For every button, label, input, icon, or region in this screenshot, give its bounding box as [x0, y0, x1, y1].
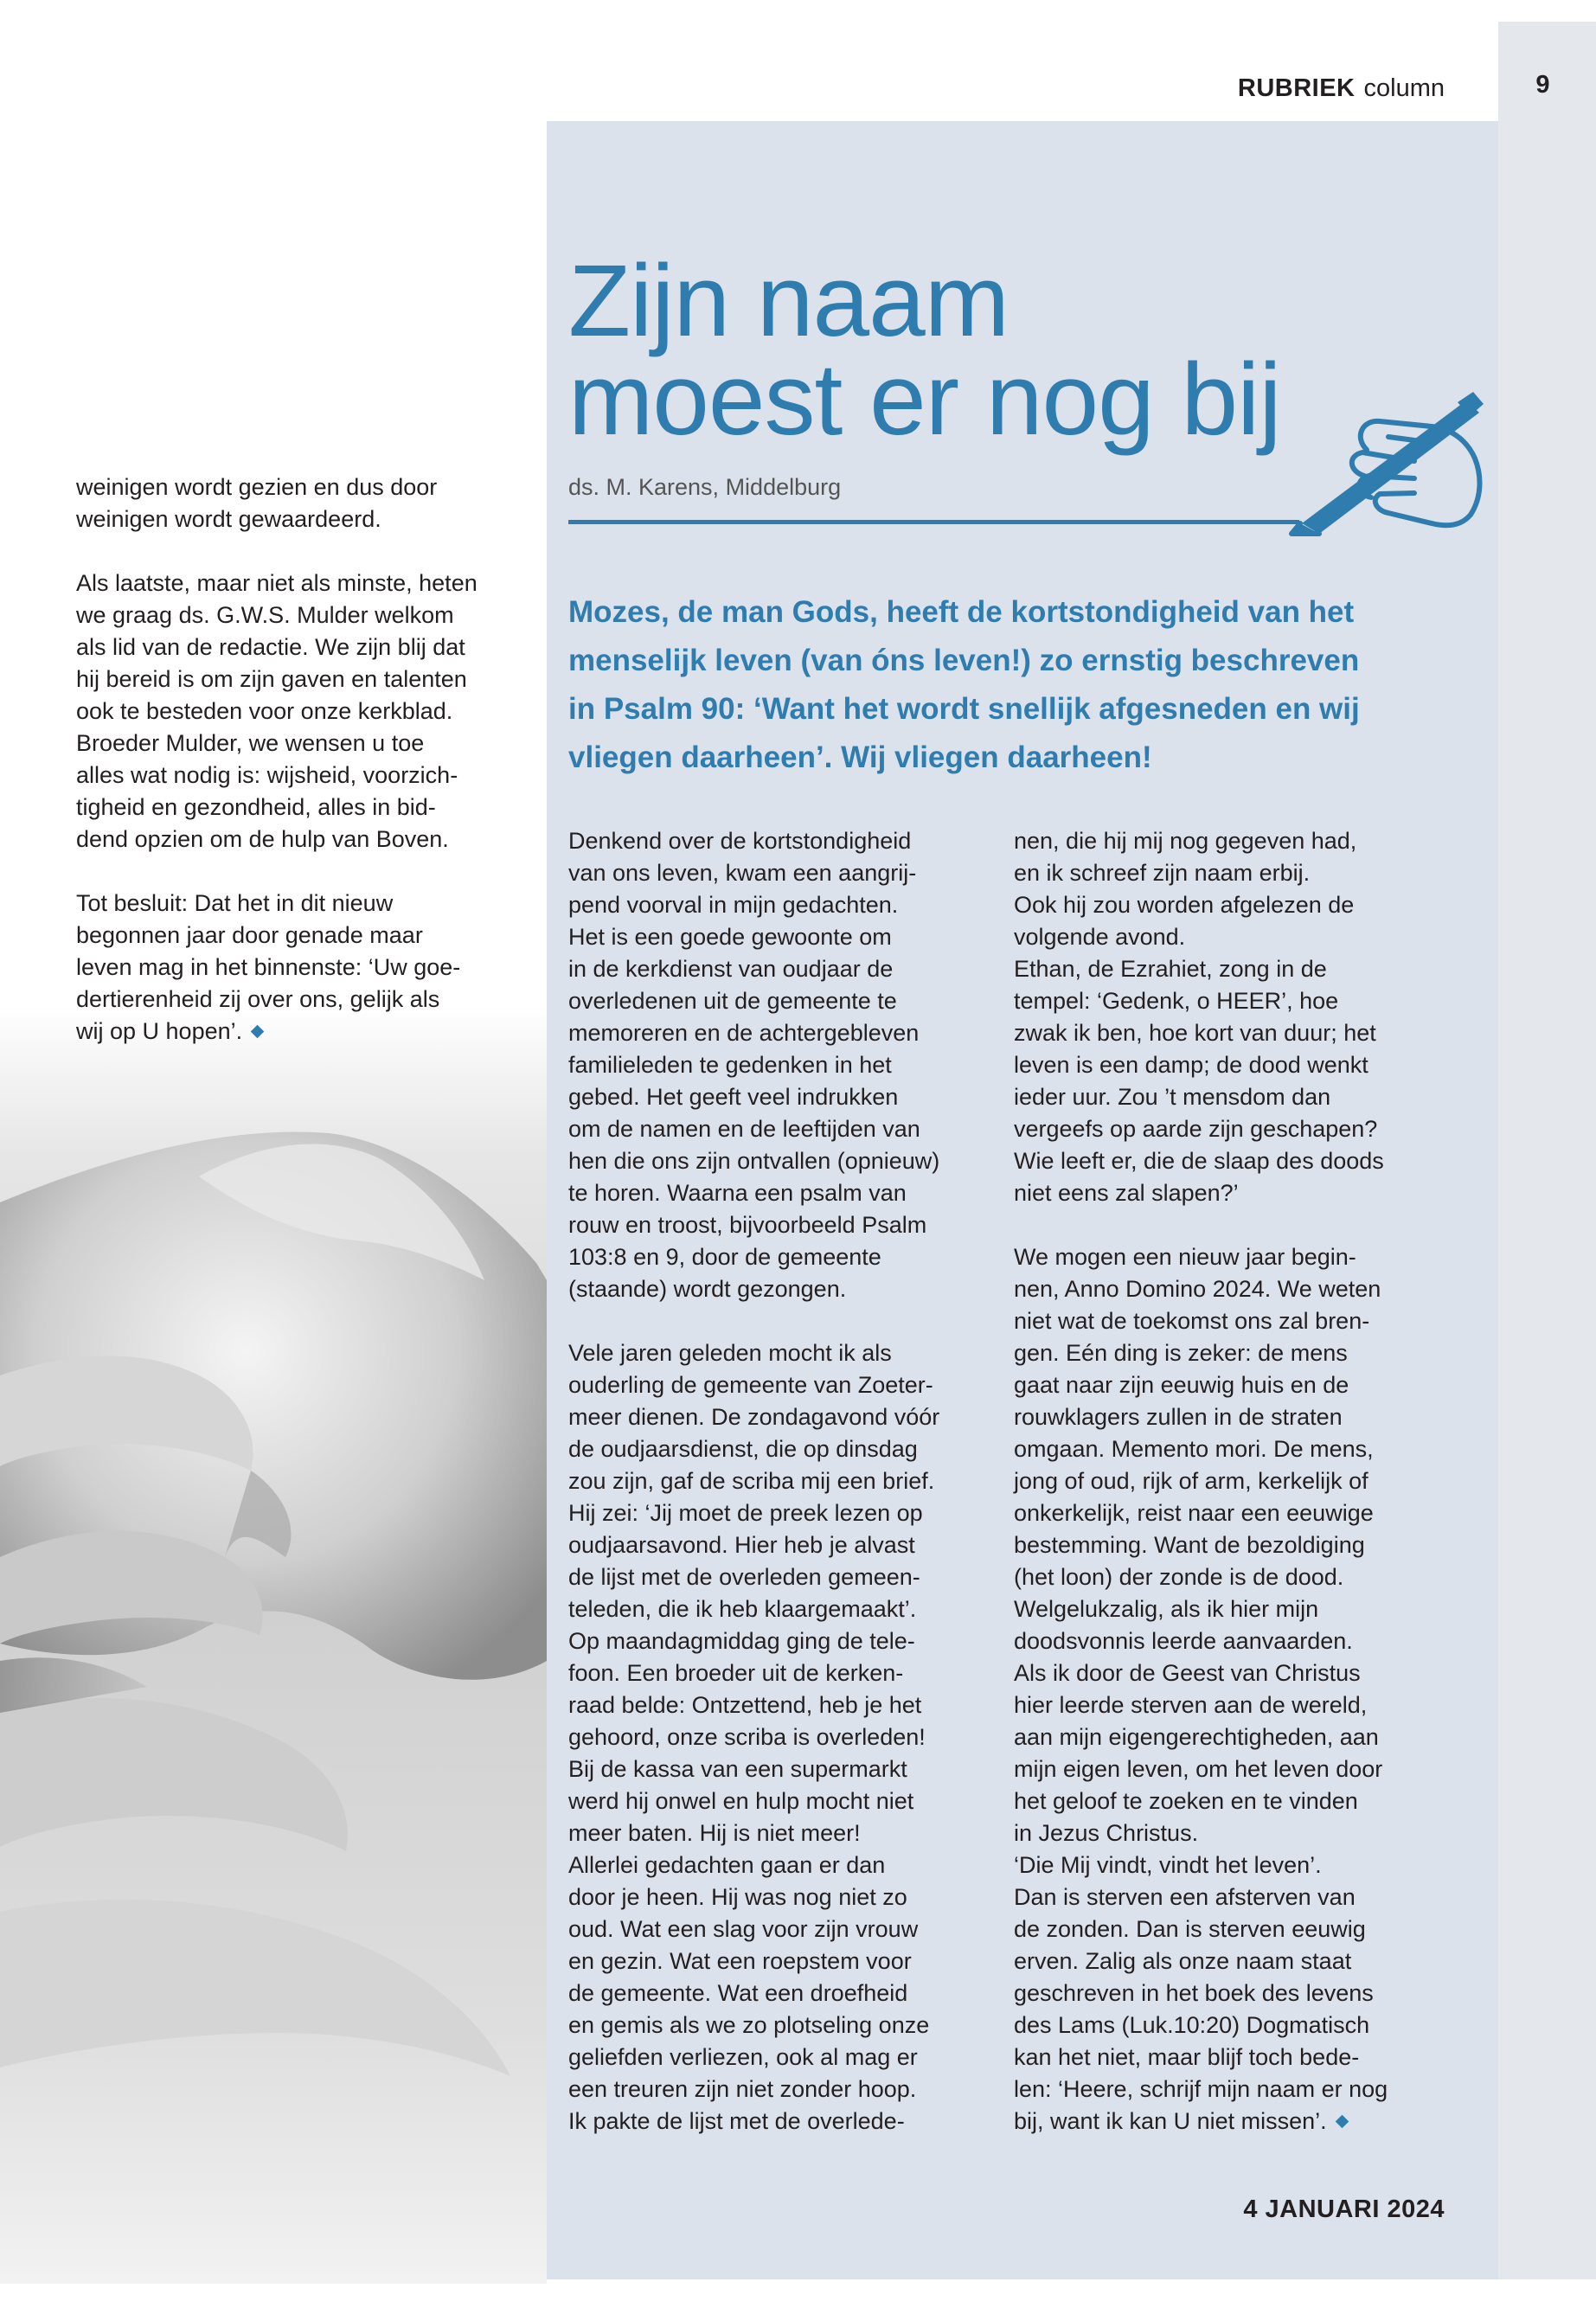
- text-line: tigheid en gezondheid, alles in bid-: [76, 794, 436, 820]
- text-line: Vele jaren geleden mocht ik als: [568, 1340, 892, 1366]
- page-tab: [1498, 22, 1596, 2279]
- text-line: Bij de kassa van een supermarkt: [568, 1756, 907, 1782]
- text-line: het geloof te zoeken en te vinden: [1014, 1788, 1358, 1814]
- author-byline: ds. M. Karens, Middelburg: [568, 474, 842, 500]
- text-line: bij, want ik kan U niet missen’.: [1014, 2106, 1464, 2138]
- text-line: We mogen een nieuw jaar begin-: [1014, 1244, 1356, 1270]
- text-line: Dan is sterven een afsterven van: [1014, 1884, 1356, 1910]
- text-line: om de namen en de leeftijden van: [568, 1116, 920, 1142]
- text-line: Als ik door de Geest van Christus: [1014, 1660, 1361, 1686]
- paragraph-gap: [76, 535, 526, 567]
- text-line: rouw en troost, bijvoorbeeld Psalm: [568, 1212, 927, 1238]
- text-line: kan het niet, maar blijf toch bede-: [1014, 2044, 1360, 2070]
- text-line: alles wat nodig is: wijsheid, voorzich-: [76, 762, 458, 788]
- text-line: onkerkelijk, reist naar een eeuwige: [1014, 1500, 1374, 1526]
- paragraph-gap: [568, 1305, 975, 1337]
- text-line: geschreven in het boek des levens: [1014, 1980, 1374, 2006]
- intro-line: vliegen daarheen’. Wij vliegen daarheen!: [568, 740, 1152, 774]
- text-line: Allerlei gedachten gaan er dan: [568, 1852, 886, 1878]
- text-line: Wie leeft er, die de slaap des doods: [1014, 1148, 1384, 1174]
- text-line: volgende avond.: [1014, 924, 1186, 950]
- text-line: Op maandagmiddag ging de tele-: [568, 1628, 915, 1654]
- text-line: erven. Zalig als onze naam staat: [1014, 1948, 1352, 1974]
- text-line: te horen. Waarna een psalm van: [568, 1180, 907, 1206]
- text-line: ouderling de gemeente van Zoeter-: [568, 1372, 933, 1398]
- text-line: een treuren zijn niet zonder hoop.: [568, 2076, 917, 2102]
- text-line: meer baten. Hij is niet meer!: [568, 1820, 861, 1846]
- article-intro: [568, 588, 1451, 782]
- text-line: memoreren en de achtergebleven: [568, 1020, 920, 1046]
- text-line: en gezin. Wat een roepstem voor: [568, 1948, 912, 1974]
- text-line: de oudjaarsdienst, die op dinsdag: [568, 1436, 918, 1462]
- text-line: Het is een goede gewoonte om: [568, 924, 892, 950]
- text-line: zou zijn, gaf de scriba mij een brief.: [568, 1468, 935, 1494]
- text-line: hen die ons zijn ontvallen (opnieuw): [568, 1148, 940, 1174]
- text-line: Ethan, de Ezrahiet, zong in de: [1014, 956, 1327, 982]
- text-line: we graag ds. G.W.S. Mulder welkom: [76, 602, 454, 628]
- text-line: nen, Anno Domino 2024. We weten: [1014, 1276, 1381, 1302]
- text-line: aan mijn eigengerechtigheden, aan: [1014, 1724, 1379, 1750]
- text-line: meer dienen. De zondagavond vóór: [568, 1404, 940, 1430]
- paragraph-gap: [1014, 1209, 1464, 1241]
- intro-line: in Psalm 90: ‘Want het wordt snellijk afgesneden en wij: [568, 692, 1360, 726]
- text-line: weinigen wordt gezien en dus door: [76, 474, 438, 500]
- end-mark-diamond-icon: [251, 1025, 265, 1039]
- text-line: Welgelukzalig, als ik hier mijn: [1014, 1596, 1319, 1622]
- text-line: (het loon) der zonde is de dood.: [1014, 1564, 1344, 1590]
- text-line: hij bereid is om zijn gaven en talenten: [76, 666, 467, 692]
- text-line: niet wat de toekomst ons zal bren-: [1014, 1308, 1370, 1334]
- text-line: vergeefs op aarde zijn geschapen?: [1014, 1116, 1378, 1142]
- text-line: niet eens zal slapen?’: [1014, 1180, 1239, 1206]
- text-line: gehoord, onze scriba is overleden!: [568, 1724, 926, 1750]
- text-line: Denkend over de kortstondigheid: [568, 828, 912, 854]
- text-line: hier leerde sterven aan de wereld,: [1014, 1692, 1368, 1718]
- text-line: Ik pakte de lijst met de overlede-: [568, 2108, 905, 2134]
- text-line: Ook hij zou worden afgelezen de: [1014, 892, 1355, 918]
- text-line: ook te besteden voor onze kerkblad.: [76, 698, 453, 724]
- intro-line: menselijk leven (van óns leven!) zo ernstig beschreven: [568, 644, 1360, 677]
- text-line: en ik schreef zijn naam erbij.: [1014, 860, 1311, 886]
- text-line: doodsvonnis leerde aanvaarden.: [1014, 1628, 1353, 1654]
- title-line: Zijn naam: [568, 244, 1010, 359]
- text-line: in Jezus Christus.: [1014, 1820, 1199, 1846]
- text-line: teleden, die ik heb klaargemaakt’.: [568, 1596, 917, 1622]
- text-line: omgaan. Memento mori. De mens,: [1014, 1436, 1374, 1462]
- text-line: Tot besluit: Dat het in dit nieuw: [76, 890, 394, 916]
- text-line: door je heen. Hij was nog niet zo: [568, 1884, 907, 1910]
- text-line: wij op U hopen’.: [76, 1016, 526, 1048]
- text-line: de zonden. Dan is sterven eeuwig: [1014, 1916, 1366, 1942]
- text-line: foon. Een broeder uit de kerken-: [568, 1660, 904, 1686]
- text-line: als lid van de redactie. We zijn blij dat: [76, 634, 465, 660]
- text-line: oudjaarsavond. Hier heb je alvast: [568, 1532, 915, 1558]
- text-line: familieleden te gedenken in het: [568, 1052, 892, 1078]
- text-line: dertierenheid zij over ons, gelijk als: [76, 986, 440, 1012]
- text-line: rouwklagers zullen in de straten: [1014, 1404, 1343, 1430]
- text-line: bestemming. Want de bezoldiging: [1014, 1532, 1365, 1558]
- text-line: de lijst met de overleden gemeen-: [568, 1564, 920, 1590]
- section-name: RUBRIEK: [1237, 74, 1356, 102]
- text-line: weinigen wordt gewaardeerd.: [76, 506, 381, 532]
- page-number: 9: [1535, 71, 1550, 99]
- pen-writing-icon: [1285, 385, 1488, 536]
- text-line: overledenen uit de gemeente te: [568, 988, 897, 1014]
- text-line: van ons leven, kwam een aangrij-: [568, 860, 917, 886]
- text-line: pend voorval in mijn gedachten.: [568, 892, 899, 918]
- middle-column-text: [568, 825, 975, 2138]
- right-column-text: [1014, 825, 1464, 2138]
- issue-date: 4 JANUARI 2024: [1243, 2195, 1445, 2223]
- text-line: jong of oud, rijk of arm, kerkelijk of: [1014, 1468, 1368, 1494]
- text-line: werd hij onwel en hulp mocht niet: [568, 1788, 914, 1814]
- text-line: begonnen jaar door genade maar: [76, 922, 423, 948]
- text-line: gen. Eén ding is zeker: de mens: [1014, 1340, 1348, 1366]
- title-line: moest er nog bij: [568, 343, 1281, 458]
- end-mark-diamond-icon: [1335, 2115, 1349, 2129]
- text-line: in de kerkdienst van oudjaar de: [568, 956, 894, 982]
- text-line: geliefden verliezen, ook al mag er: [568, 2044, 918, 2070]
- author-rule: [568, 520, 1299, 524]
- text-line: gaat naar zijn eeuwig huis en de: [1014, 1372, 1349, 1398]
- intro-line: Mozes, de man Gods, heeft de kortstondigheid van het: [568, 595, 1355, 629]
- text-line: Als laatste, maar niet als minste, heten: [76, 570, 478, 596]
- text-line: leven is een damp; de dood wenkt: [1014, 1052, 1368, 1078]
- text-line: Broeder Mulder, we wensen u toe: [76, 730, 425, 756]
- text-line: de gemeente. Wat een droefheid: [568, 1980, 908, 2006]
- hand-photo: [0, 1003, 547, 2284]
- text-line: zwak ik ben, hoe kort van duur; het: [1014, 1020, 1376, 1046]
- text-line: mijn eigen leven, om het leven door: [1014, 1756, 1383, 1782]
- text-line: leven mag in het binnenste: ‘Uw goe-: [76, 954, 461, 980]
- left-column-text: [76, 471, 526, 1048]
- text-line: Hij zei: ‘Jij moet de preek lezen op: [568, 1500, 923, 1526]
- text-line: dend opzien om de hulp van Boven.: [76, 826, 449, 852]
- text-line: ieder uur. Zou ’t mensdom dan: [1014, 1084, 1331, 1110]
- section-type: column: [1363, 74, 1445, 102]
- text-line: oud. Wat een slag voor zijn vrouw: [568, 1916, 919, 1942]
- text-line: gebed. Het geeft veel indrukken: [568, 1084, 899, 1110]
- text-line: ‘Die Mij vindt, vindt het leven’.: [1014, 1852, 1322, 1878]
- text-line: nen, die hij mij nog gegeven had,: [1014, 828, 1357, 854]
- text-line: des Lams (Luk.10:20) Dogmatisch: [1014, 2012, 1370, 2038]
- text-line: 103:8 en 9, door de gemeente: [568, 1244, 881, 1270]
- text-line: en gemis als we zo plotseling onze: [568, 2012, 930, 2038]
- paragraph-gap: [76, 856, 526, 888]
- text-line: len: ‘Heere, schrijf mijn naam er nog: [1014, 2076, 1388, 2102]
- text-line: (staande) wordt gezongen.: [568, 1276, 847, 1302]
- text-line: tempel: ‘Gedenk, o HEER’, hoe: [1014, 988, 1339, 1014]
- section-label: [1238, 74, 1445, 103]
- text-line: raad belde: Ontzettend, heb je het: [568, 1692, 922, 1718]
